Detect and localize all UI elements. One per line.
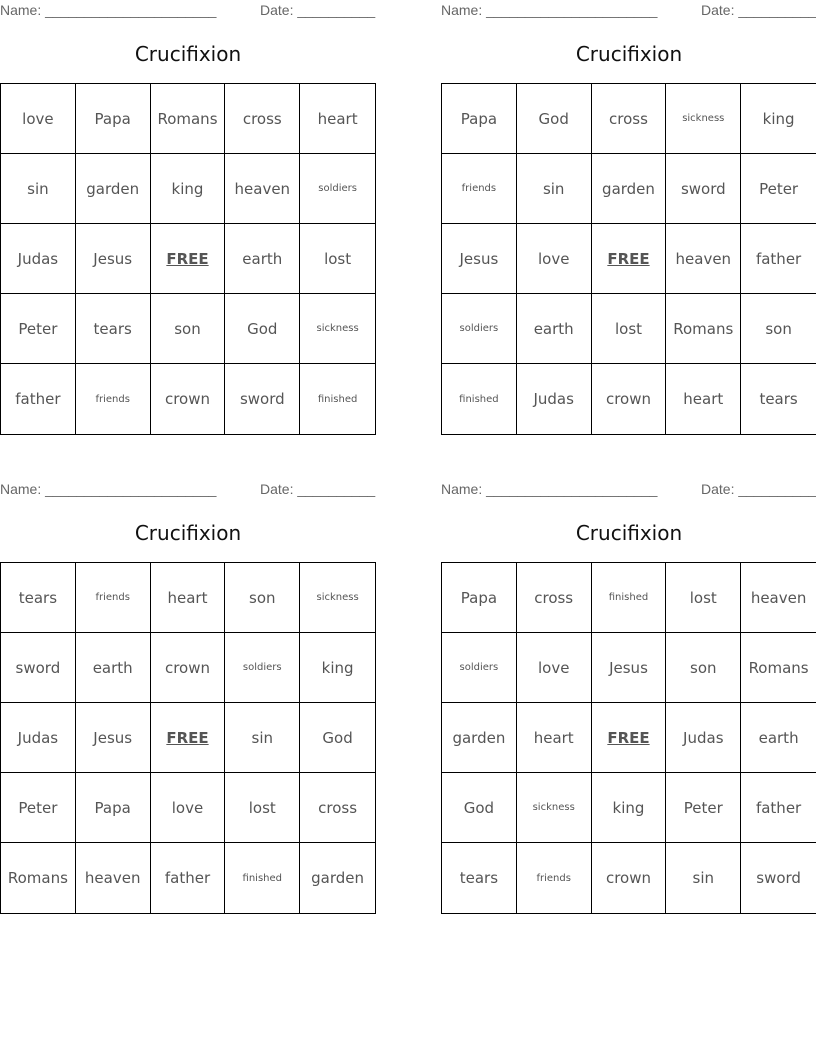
card-title: Crucifixion: [134, 521, 242, 545]
bingo-cell: heart: [300, 84, 375, 154]
bingo-cell: God: [300, 703, 375, 773]
bingo-cell: garden: [76, 154, 151, 224]
bingo-cell: son: [666, 633, 741, 703]
bingo-cell: friends: [76, 563, 151, 633]
bingo-cell: son: [741, 294, 816, 364]
bingo-cell: sin: [225, 703, 300, 773]
name-field-label: Name: ______________________: [0, 481, 217, 497]
bingo-cell: earth: [741, 703, 816, 773]
bingo-cell: love: [517, 633, 592, 703]
bingo-cell: sickness: [666, 84, 741, 154]
date-field-label: Date: __________: [701, 2, 816, 18]
bingo-cell: Peter: [1, 294, 76, 364]
bingo-cell: love: [517, 224, 592, 294]
bingo-cell: friends: [76, 364, 151, 434]
bingo-grid: [0, 562, 376, 914]
bingo-cell: finished: [592, 563, 667, 633]
bingo-cell: sickness: [517, 773, 592, 843]
bingo-cell: friends: [442, 154, 517, 224]
bingo-cell: lost: [300, 224, 375, 294]
bingo-cell: tears: [759, 390, 798, 408]
bingo-cell: sickness: [300, 563, 375, 633]
bingo-cell: heart: [151, 563, 226, 633]
bingo-cell: king: [741, 84, 816, 154]
bingo-cell: son: [151, 294, 226, 364]
bingo-cell: sword: [1, 633, 76, 703]
date-field-label: Date: __________: [260, 481, 376, 497]
card-title: Crucifixion: [134, 42, 242, 66]
bingo-cell: heaven: [666, 224, 741, 294]
bingo-cell: finished: [225, 843, 300, 913]
bingo-cell: earth: [517, 294, 592, 364]
bingo-cell: Jesus: [442, 224, 517, 294]
bingo-cell: Romans: [741, 633, 816, 703]
bingo-cell: crown: [592, 843, 667, 913]
bingo-cell: Judas: [666, 703, 741, 773]
bingo-cell: garden: [311, 869, 365, 887]
bingo-grid: [441, 562, 816, 914]
bingo-cell: father: [1, 364, 76, 434]
bingo-cell: Papa: [76, 773, 151, 843]
bingo-cell: earth: [225, 224, 300, 294]
bingo-cell: lost: [666, 563, 741, 633]
bingo-cell: sin: [1, 154, 76, 224]
bingo-grid: [0, 83, 376, 435]
bingo-cell: love: [1, 84, 76, 154]
bingo-cell: sword: [666, 154, 741, 224]
bingo-cell: Jesus: [592, 633, 667, 703]
name-field-label: Name: ______________________: [441, 2, 658, 18]
bingo-cell: heart: [517, 703, 592, 773]
bingo-cell: sword: [225, 364, 300, 434]
bingo-cell: heaven: [76, 843, 151, 913]
bingo-cell: God: [225, 294, 300, 364]
bingo-cell: Judas: [1, 703, 76, 773]
bingo-cell: crown: [151, 364, 226, 434]
bingo-cell: father: [741, 773, 816, 843]
free-space-cell: FREE: [151, 224, 226, 294]
bingo-cell: Peter: [741, 154, 816, 224]
bingo-cell: God: [442, 773, 517, 843]
bingo-cell: Peter: [1, 773, 76, 843]
name-field-label: Name: ______________________: [441, 481, 658, 497]
bingo-grid: [441, 83, 816, 435]
bingo-cell: garden: [442, 703, 517, 773]
bingo-cell: Jesus: [76, 703, 151, 773]
bingo-cell: soldiers: [442, 633, 517, 703]
bingo-cell: lost: [592, 294, 667, 364]
bingo-cell: earth: [76, 633, 151, 703]
bingo-cell: Romans: [151, 84, 226, 154]
bingo-cell: Papa: [442, 563, 517, 633]
card-title: Crucifixion: [575, 521, 683, 545]
bingo-cell: heart: [666, 364, 741, 434]
bingo-cell: king: [300, 633, 375, 703]
bingo-cell: father: [741, 224, 816, 294]
name-field-label: Name: ______________________: [0, 2, 217, 18]
bingo-cell: king: [592, 773, 667, 843]
bingo-cell: soldiers: [300, 154, 375, 224]
bingo-cell: Romans: [666, 294, 741, 364]
bingo-cell: Papa: [76, 84, 151, 154]
bingo-cell: sin: [517, 154, 592, 224]
bingo-cell: heaven: [741, 563, 816, 633]
bingo-cell: crown: [151, 633, 226, 703]
bingo-cell: Peter: [666, 773, 741, 843]
free-space-cell: FREE: [592, 224, 667, 294]
free-space-cell: FREE: [592, 703, 667, 773]
bingo-cell: love: [151, 773, 226, 843]
bingo-cell: Romans: [1, 843, 76, 913]
bingo-cell: cross: [592, 84, 667, 154]
bingo-cell: cross: [225, 84, 300, 154]
bingo-cell: Papa: [442, 84, 517, 154]
bingo-cell: Judas: [1, 224, 76, 294]
bingo-cell: Jesus: [76, 224, 151, 294]
bingo-cell: sword: [756, 869, 801, 887]
bingo-cell: tears: [76, 294, 151, 364]
bingo-cell: cross: [300, 773, 375, 843]
bingo-cell: tears: [1, 563, 76, 633]
bingo-cell: garden: [592, 154, 667, 224]
bingo-cell: sin: [666, 843, 741, 913]
bingo-cell: soldiers: [225, 633, 300, 703]
bingo-cell: finished: [317, 393, 358, 405]
bingo-cell: sickness: [300, 294, 375, 364]
bingo-cell: Judas: [517, 364, 592, 434]
bingo-cell: father: [151, 843, 226, 913]
bingo-cell: heaven: [225, 154, 300, 224]
bingo-cell: tears: [442, 843, 517, 913]
date-field-label: Date: __________: [260, 2, 376, 18]
bingo-cell: finished: [442, 364, 517, 434]
card-title: Crucifixion: [575, 42, 683, 66]
bingo-cell: soldiers: [442, 294, 517, 364]
bingo-cell: crown: [592, 364, 667, 434]
bingo-cell: son: [225, 563, 300, 633]
bingo-cell: God: [517, 84, 592, 154]
free-space-cell: FREE: [151, 703, 226, 773]
bingo-cell: lost: [225, 773, 300, 843]
bingo-cell: friends: [517, 843, 592, 913]
date-field-label: Date: __________: [701, 481, 816, 497]
bingo-cell: king: [151, 154, 226, 224]
bingo-cell: cross: [517, 563, 592, 633]
